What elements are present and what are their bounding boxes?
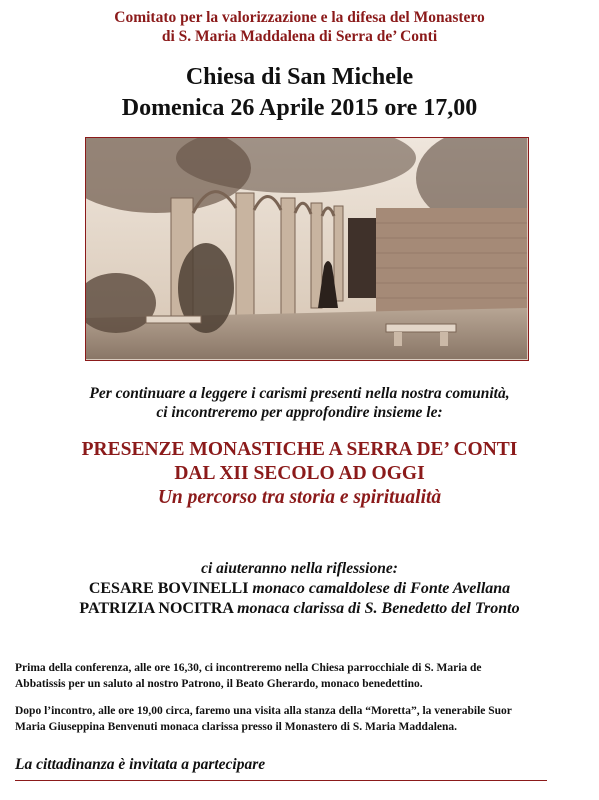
note-line: Dopo l’incontro, alle ore 19,00 circa, faremo una visita alla stanza della “Moretta”, la venerabile Suor	[15, 705, 512, 717]
committee-line-2: di S. Maria Maddalena di Serra de’ Conti	[161, 28, 438, 45]
committee-line-1: Comitato per la valorizzazione e la difesa del Monastero	[114, 9, 485, 26]
event-place: Chiesa di San Michele	[185, 64, 414, 90]
note-line: Maria Giuseppina Benvenuti monaca clarissa presso il Monastero di S. Maria Maddalena.	[15, 721, 458, 733]
speaker-name: PATRIZIA NOCITRA	[79, 600, 234, 617]
speaker-role: monaco camaldolese di Fonte Avellana	[252, 580, 511, 597]
event-info	[0, 62, 599, 124]
speaker-row	[0, 579, 599, 599]
intro-text	[0, 384, 599, 422]
speaker-row	[0, 599, 599, 619]
conference-title	[0, 438, 599, 510]
speaker-role: monaca clarissa di S. Benedetto del Tronto	[237, 600, 520, 617]
pre-conference-note	[15, 660, 575, 692]
speakers-section	[0, 559, 599, 619]
cloister-illustration	[86, 138, 527, 359]
post-conference-note	[15, 703, 575, 735]
speakers-lead: ci aiuteranno nella riflessione:	[201, 560, 398, 577]
cloister-photo	[85, 137, 529, 361]
intro-line-2: ci incontreremo per approfondire insieme le:	[156, 404, 443, 421]
event-datetime: Domenica 26 Aprile 2015 ore 17,00	[121, 95, 478, 121]
title-subtitle: Un percorso tra storia e spiritualità	[157, 487, 442, 508]
intro-line-1: Per continuare a leggere i carismi presenti nella nostra comunità,	[89, 385, 510, 402]
note-line: Abbatissis per un saluto al nostro Patrono, il Beato Gherardo, monaco benedettino.	[15, 678, 423, 690]
speaker-name: CESARE BOVINELLI	[88, 580, 249, 597]
committee-header	[0, 8, 599, 46]
title-line-1: PRESENZE MONASTICHE A SERRA DE’ CONTI	[81, 439, 518, 460]
title-line-2: DAL XII SECOLO AD OGGI	[174, 463, 425, 484]
closing-divider	[15, 780, 547, 781]
invitation-text: La cittadinanza è invitata a partecipare	[15, 756, 266, 773]
note-line: Prima della conferenza, alle ore 16,30, ci incontreremo nella Chiesa parrocchiale di S. Maria de	[15, 662, 482, 674]
